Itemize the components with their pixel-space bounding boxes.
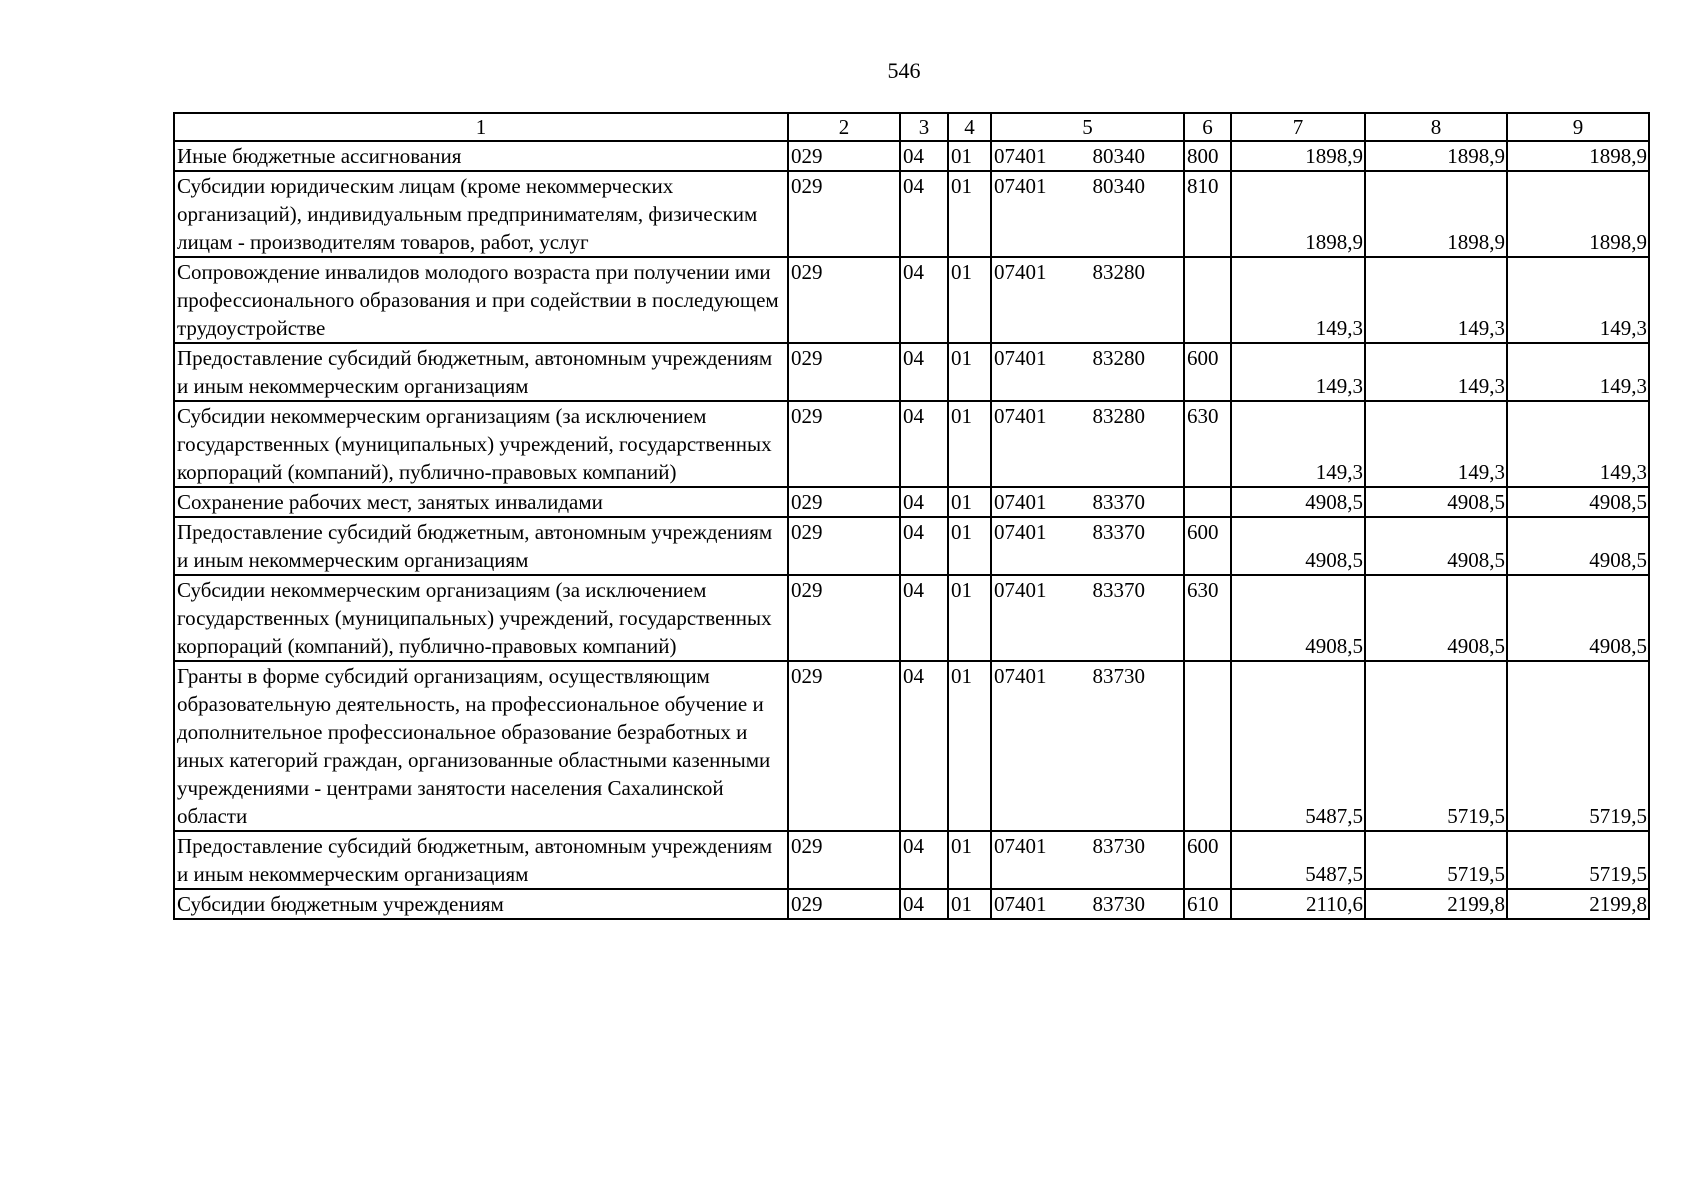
target-article-direction: 83370	[1092, 578, 1145, 602]
target-article-cell	[991, 517, 1184, 575]
grbs-code: 029	[788, 487, 900, 517]
table-row	[174, 517, 1649, 575]
grbs-code: 029	[788, 343, 900, 401]
target-article-cell	[991, 831, 1184, 889]
target-article-cell	[991, 401, 1184, 487]
target-article-direction: 83730	[1092, 664, 1145, 688]
column-header-8: 8	[1365, 113, 1507, 141]
amount-col-7: 1898,9	[1231, 171, 1365, 257]
amount-col-7: 149,3	[1231, 401, 1365, 487]
amount-col-7: 5487,5	[1231, 661, 1365, 831]
target-article-cell	[991, 487, 1184, 517]
section-code: 04	[900, 661, 948, 831]
amount-col-9: 4908,5	[1507, 575, 1649, 661]
table-row	[174, 487, 1649, 517]
table-row	[174, 171, 1649, 257]
column-header-3: 3	[900, 113, 948, 141]
target-article-cell	[991, 889, 1184, 919]
row-description: Сохранение рабочих мест, занятых инвалидами	[174, 487, 788, 517]
target-article-program: 07401	[994, 834, 1047, 858]
amount-col-8: 5719,5	[1365, 831, 1507, 889]
row-description: Субсидии юридическим лицам (кроме некоммерческих организаций), индивидуальным предпринимателям, физическим лицам - производителям товаров, работ, услуг	[174, 171, 788, 257]
amount-col-7: 4908,5	[1231, 575, 1365, 661]
amount-col-8: 4908,5	[1365, 517, 1507, 575]
column-header-1: 1	[174, 113, 788, 141]
amount-col-9: 2199,8	[1507, 889, 1649, 919]
target-article-direction: 83280	[1092, 404, 1145, 428]
amount-col-9: 1898,9	[1507, 171, 1649, 257]
grbs-code: 029	[788, 171, 900, 257]
target-article-program: 07401	[994, 404, 1047, 428]
amount-col-7: 149,3	[1231, 343, 1365, 401]
grbs-code: 029	[788, 401, 900, 487]
expense-type-code	[1184, 661, 1231, 831]
amount-col-7: 5487,5	[1231, 831, 1365, 889]
target-article-direction: 83730	[1092, 892, 1145, 916]
table-row	[174, 831, 1649, 889]
amount-col-8: 5719,5	[1365, 661, 1507, 831]
target-article-cell	[991, 661, 1184, 831]
row-description: Предоставление субсидий бюджетным, автономным учреждениям и иным некоммерческим организациям	[174, 343, 788, 401]
expense-type-code: 630	[1184, 575, 1231, 661]
target-article-program: 07401	[994, 664, 1047, 688]
table-row	[174, 401, 1649, 487]
target-article-direction: 83370	[1092, 490, 1145, 514]
table-row	[174, 257, 1649, 343]
target-article-direction: 80340	[1092, 174, 1145, 198]
expense-type-code	[1184, 257, 1231, 343]
row-description: Иные бюджетные ассигнования	[174, 141, 788, 171]
amount-col-8: 4908,5	[1365, 575, 1507, 661]
target-article-program: 07401	[994, 490, 1047, 514]
target-article-direction: 83280	[1092, 346, 1145, 370]
section-code: 04	[900, 889, 948, 919]
budget-table	[173, 112, 1650, 920]
section-code: 04	[900, 517, 948, 575]
expense-type-code	[1184, 487, 1231, 517]
subsection-code: 01	[948, 487, 991, 517]
subsection-code: 01	[948, 517, 991, 575]
amount-col-9: 1898,9	[1507, 141, 1649, 171]
row-description: Субсидии некоммерческим организациям (за исключением государственных (муниципальных) учреждений, государственных корпораций (компаний), публично-правовых компаний)	[174, 575, 788, 661]
expense-type-code: 810	[1184, 171, 1231, 257]
target-article-program: 07401	[994, 144, 1047, 168]
table-row	[174, 889, 1649, 919]
row-description: Гранты в форме субсидий организациям, осуществляющим образовательную деятельность, на профессиональное обучение и дополнительное профессиональное образование безработных и иных категорий граждан, организованные областными казенными учреждениями - центрами занятости населения Сахалинской области	[174, 661, 788, 831]
amount-col-9: 149,3	[1507, 343, 1649, 401]
amount-col-8: 149,3	[1365, 343, 1507, 401]
row-description: Предоставление субсидий бюджетным, автономным учреждениям и иным некоммерческим организациям	[174, 517, 788, 575]
section-code: 04	[900, 343, 948, 401]
section-code: 04	[900, 831, 948, 889]
target-article-direction: 83280	[1092, 260, 1145, 284]
subsection-code: 01	[948, 171, 991, 257]
amount-col-9: 5719,5	[1507, 661, 1649, 831]
expense-type-code: 600	[1184, 831, 1231, 889]
table-body	[174, 141, 1649, 919]
expense-type-code: 610	[1184, 889, 1231, 919]
grbs-code: 029	[788, 141, 900, 171]
table-row	[174, 575, 1649, 661]
row-description: Сопровождение инвалидов молодого возраста при получении ими профессионального образования и при содействии в последующем трудоустройстве	[174, 257, 788, 343]
amount-col-8: 149,3	[1365, 257, 1507, 343]
subsection-code: 01	[948, 889, 991, 919]
expense-type-code: 800	[1184, 141, 1231, 171]
section-code: 04	[900, 575, 948, 661]
amount-col-9: 149,3	[1507, 257, 1649, 343]
grbs-code: 029	[788, 517, 900, 575]
amount-col-8: 4908,5	[1365, 487, 1507, 517]
amount-col-7: 149,3	[1231, 257, 1365, 343]
section-code: 04	[900, 257, 948, 343]
expense-type-code: 600	[1184, 343, 1231, 401]
grbs-code: 029	[788, 257, 900, 343]
amount-col-8: 1898,9	[1365, 171, 1507, 257]
grbs-code: 029	[788, 661, 900, 831]
subsection-code: 01	[948, 257, 991, 343]
amount-col-9: 4908,5	[1507, 517, 1649, 575]
subsection-code: 01	[948, 343, 991, 401]
target-article-cell	[991, 171, 1184, 257]
row-description: Предоставление субсидий бюджетным, автономным учреждениям и иным некоммерческим организациям	[174, 831, 788, 889]
target-article-program: 07401	[994, 520, 1047, 544]
target-article-direction: 83730	[1092, 834, 1145, 858]
target-article-program: 07401	[994, 260, 1047, 284]
column-header-9: 9	[1507, 113, 1649, 141]
header-row	[174, 113, 1649, 141]
target-article-direction: 83370	[1092, 520, 1145, 544]
target-article-cell	[991, 141, 1184, 171]
target-article-cell	[991, 343, 1184, 401]
target-article-program: 07401	[994, 346, 1047, 370]
amount-col-7: 4908,5	[1231, 517, 1365, 575]
amount-col-9: 149,3	[1507, 401, 1649, 487]
amount-col-8: 2199,8	[1365, 889, 1507, 919]
target-article-cell	[991, 257, 1184, 343]
section-code: 04	[900, 141, 948, 171]
column-header-2: 2	[788, 113, 900, 141]
target-article-program: 07401	[994, 892, 1047, 916]
target-article-direction: 80340	[1092, 144, 1145, 168]
grbs-code: 029	[788, 889, 900, 919]
subsection-code: 01	[948, 831, 991, 889]
amount-col-7: 2110,6	[1231, 889, 1365, 919]
page-number: 546	[887, 58, 921, 83]
expense-type-code: 600	[1184, 517, 1231, 575]
amount-col-8: 1898,9	[1365, 141, 1507, 171]
amount-col-9: 5719,5	[1507, 831, 1649, 889]
row-description: Субсидии бюджетным учреждениям	[174, 889, 788, 919]
section-code: 04	[900, 401, 948, 487]
table-row	[174, 343, 1649, 401]
table-header	[174, 113, 1649, 141]
table-row	[174, 141, 1649, 171]
grbs-code: 029	[788, 831, 900, 889]
subsection-code: 01	[948, 575, 991, 661]
subsection-code: 01	[948, 661, 991, 831]
amount-col-7: 4908,5	[1231, 487, 1365, 517]
expense-type-code: 630	[1184, 401, 1231, 487]
grbs-code: 029	[788, 575, 900, 661]
column-header-4: 4	[948, 113, 991, 141]
target-article-cell	[991, 575, 1184, 661]
amount-col-8: 149,3	[1365, 401, 1507, 487]
section-code: 04	[900, 171, 948, 257]
target-article-program: 07401	[994, 174, 1047, 198]
target-article-program: 07401	[994, 578, 1047, 602]
amount-col-9: 4908,5	[1507, 487, 1649, 517]
section-code: 04	[900, 487, 948, 517]
table-row	[174, 661, 1649, 831]
column-header-5: 5	[991, 113, 1184, 141]
subsection-code: 01	[948, 401, 991, 487]
column-header-6: 6	[1184, 113, 1231, 141]
column-header-7: 7	[1231, 113, 1365, 141]
subsection-code: 01	[948, 141, 991, 171]
row-description: Субсидии некоммерческим организациям (за исключением государственных (муниципальных) учреждений, государственных корпораций (компаний), публично-правовых компаний)	[174, 401, 788, 487]
amount-col-7: 1898,9	[1231, 141, 1365, 171]
